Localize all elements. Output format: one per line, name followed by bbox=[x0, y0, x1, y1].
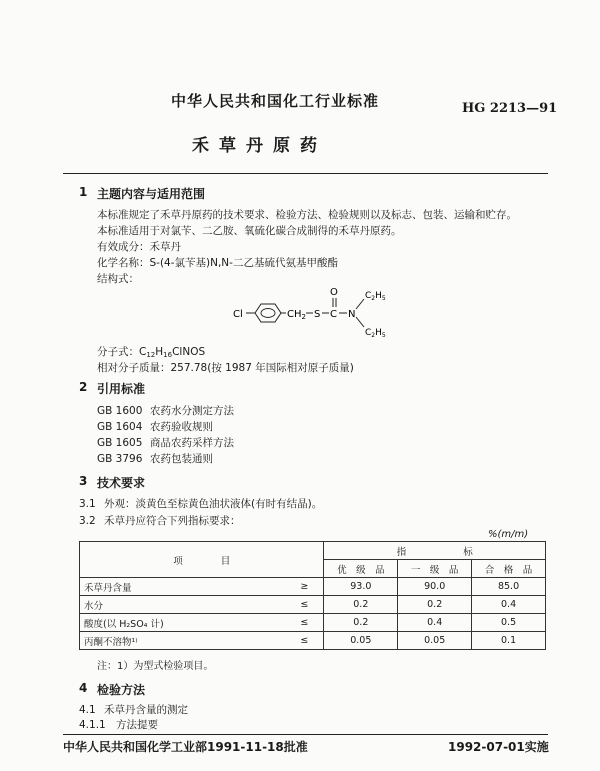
carbonyl-oxygen: O bbox=[330, 287, 338, 298]
section-4-number: 4 bbox=[79, 681, 88, 695]
row-value: 0.4 bbox=[472, 596, 546, 614]
ethyl-group-lower: $C_2H_5$ bbox=[365, 328, 386, 339]
molecular-mass: 相对分子质量：257.78(按 1987 年国际相对原子质量) bbox=[97, 362, 354, 374]
row-value: 0.1 bbox=[472, 632, 546, 650]
issuing-body-title: 中华人民共和国化工行业标准 bbox=[171, 92, 380, 110]
row-operator: ≥ bbox=[285, 578, 323, 596]
section-3-number: 3 bbox=[79, 474, 88, 488]
grade-header: 一 级 品 bbox=[398, 560, 472, 578]
section-3-heading: 技术要求 bbox=[97, 476, 146, 490]
col-index-header: 指 标 bbox=[324, 542, 546, 560]
col-item-header: 项 目 bbox=[80, 542, 324, 578]
row-name: 水分 bbox=[80, 596, 286, 614]
clause-4-1-1-number: 4.1.1 bbox=[79, 719, 106, 731]
grade-header: 优 级 品 bbox=[324, 560, 398, 578]
section-4-heading: 检验方法 bbox=[97, 683, 146, 697]
structural-formula-diagram bbox=[230, 284, 410, 342]
row-value: 0.05 bbox=[324, 632, 398, 650]
approval-line: 中华人民共和国化学工业部1991-11-18批准 bbox=[63, 740, 308, 754]
sulfur-atom: S bbox=[314, 309, 321, 320]
clause-4-1-1-text: 方法提要 bbox=[116, 719, 158, 731]
footer-divider bbox=[63, 734, 548, 735]
row-value: 0.2 bbox=[324, 614, 398, 632]
row-value: 0.2 bbox=[398, 596, 472, 614]
benzene-ring bbox=[255, 304, 281, 322]
methylene-group: $CH_2$ bbox=[287, 309, 306, 321]
table-row bbox=[80, 596, 546, 614]
header-divider bbox=[63, 173, 548, 174]
ethyl-group-upper: $C_2H_5$ bbox=[365, 291, 386, 302]
ref-code: GB 1600 bbox=[97, 405, 143, 417]
section-1-para-2: 本标准适用于对氯苄、二乙胺、氧硫化碳合成制得的禾草丹原药。 bbox=[97, 225, 402, 237]
row-operator: ≤ bbox=[285, 632, 323, 650]
carbonyl-carbon: C bbox=[330, 309, 337, 320]
row-operator: ≤ bbox=[285, 614, 323, 632]
table-header-row bbox=[80, 542, 546, 560]
row-value: 85.0 bbox=[472, 578, 546, 596]
row-value: 0.5 bbox=[472, 614, 546, 632]
clause-3-2-number: 3.2 bbox=[79, 515, 96, 527]
document-title: 禾草丹原药 bbox=[192, 136, 327, 156]
row-value: 0.4 bbox=[398, 614, 472, 632]
ref-name: 农药验收规则 bbox=[150, 421, 213, 433]
ref-name: 商品农药采样方法 bbox=[150, 437, 234, 449]
clause-4-1-text: 禾草丹含量的测定 bbox=[104, 704, 188, 716]
unit-label: %(m/m) bbox=[488, 529, 529, 540]
section-2-heading: 引用标准 bbox=[97, 382, 146, 396]
row-name: 丙酮不溶物¹⁾ bbox=[80, 632, 286, 650]
section-1-para-1: 本标准规定了禾草丹原药的技术要求、检验方法、检验规则以及标志、包装、运输和贮存。 bbox=[97, 209, 517, 221]
chemical-name: 化学名称：S-(4-氯苄基)N,N-二乙基硫代氨基甲酸酯 bbox=[97, 257, 338, 269]
ref-name: 农药包装通则 bbox=[150, 453, 213, 465]
standard-number: HG 2213—91 bbox=[462, 101, 558, 116]
section-1-number: 1 bbox=[79, 185, 88, 199]
row-value: 0.2 bbox=[324, 596, 398, 614]
table-note: 注：1）为型式检验项目。 bbox=[97, 661, 214, 672]
row-name: 酸度(以 H₂SO₄ 计) bbox=[80, 614, 286, 632]
row-value: 0.05 bbox=[398, 632, 472, 650]
spec-table bbox=[79, 541, 546, 650]
ref-name: 农药水分测定方法 bbox=[150, 405, 234, 417]
clause-3-1-number: 3.1 bbox=[79, 498, 96, 510]
table-row bbox=[80, 614, 546, 632]
row-name: 禾草丹含量 bbox=[80, 578, 286, 596]
chlorine-atom: Cl bbox=[233, 309, 243, 320]
molecular-formula: 分子式：$C_{12}H_{16}ClNOS$ bbox=[97, 346, 206, 359]
ref-code: GB 3796 bbox=[97, 453, 143, 465]
nitrogen-atom: N bbox=[348, 309, 356, 320]
ref-code: GB 1604 bbox=[97, 421, 143, 433]
clause-3-2-text: 禾草丹应符合下列指标要求： bbox=[104, 515, 241, 527]
section-1-heading: 主题内容与适用范围 bbox=[97, 187, 206, 201]
table-row bbox=[80, 578, 546, 596]
grade-header: 合 格 品 bbox=[472, 560, 546, 578]
active-ingredient: 有效成分：禾草丹 bbox=[97, 241, 181, 253]
effective-date: 1992-07-01实施 bbox=[448, 740, 549, 754]
row-value: 93.0 bbox=[324, 578, 398, 596]
row-operator: ≤ bbox=[285, 596, 323, 614]
ref-code: GB 1605 bbox=[97, 437, 143, 449]
clause-3-1-text: 外观：淡黄色至棕黄色油状液体(有时有结晶)。 bbox=[104, 498, 323, 510]
section-2-number: 2 bbox=[79, 380, 88, 394]
structure-label: 结构式： bbox=[97, 273, 139, 285]
row-value: 90.0 bbox=[398, 578, 472, 596]
table-row bbox=[80, 632, 546, 650]
clause-4-1-number: 4.1 bbox=[79, 704, 96, 716]
